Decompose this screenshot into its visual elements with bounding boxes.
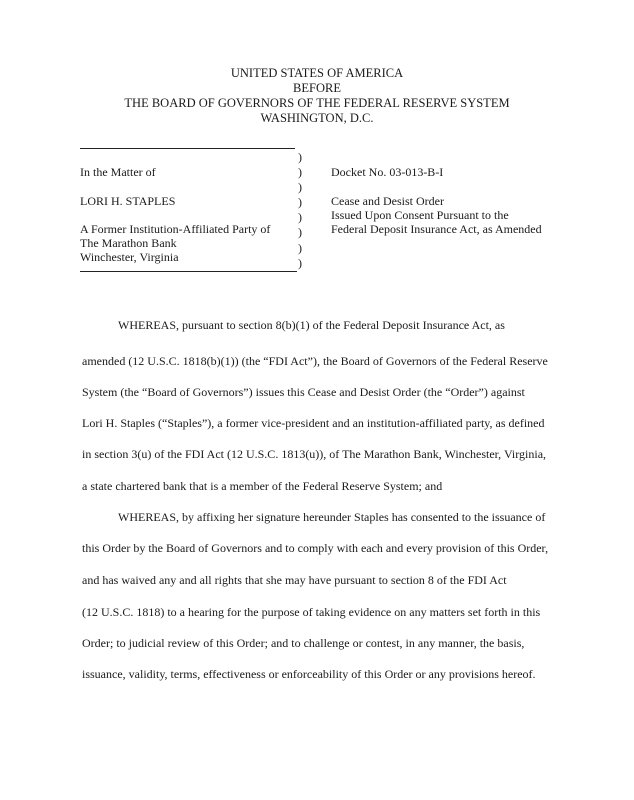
body-line: System (the “Board of Governors”) issues this Cease and Desist Order (the “Order”) against (82, 385, 525, 399)
caption-matter: In the Matter of (80, 165, 156, 179)
body-line: (12 U.S.C. 1818) to a hearing for the purpose of taking evidence on any matters set forth in this (82, 605, 541, 619)
caption-paren: ) (298, 240, 302, 255)
body-line: WHEREAS, by affixing her signature hereunder Staples has consented to the issuance of (118, 510, 546, 524)
header-location: WASHINGTON, D.C. (260, 111, 374, 125)
header-before: BEFORE (293, 81, 341, 95)
body-line: amended (12 U.S.C. 1818(b)(1)) (the “FDI Act”), the Board of Governors of the Federal Reserve (82, 354, 548, 368)
body-line: WHEREAS, pursuant to section 8(b)(1) of the Federal Deposit Insurance Act, as (118, 318, 505, 332)
order-title-1: Cease and Desist Order (331, 194, 444, 208)
caption-top-rule (80, 148, 295, 149)
body-line: issuance, validity, terms, effectiveness or enforceability of this Order or any provisions hereof. (82, 667, 536, 681)
caption-paren: ) (298, 150, 302, 164)
body-line: in section 3(u) of the FDI Act (12 U.S.C. 1813(u)), of The Marathon Bank, Winchester, Virginia, (82, 447, 547, 461)
caption-paren-column (298, 150, 302, 271)
caption-paren: ) (298, 180, 302, 195)
body-line: Order; to judicial review of this Order; and to challenge or contest, in any manner, the basis, (82, 636, 525, 650)
caption-bottom-rule (80, 271, 297, 272)
docket-number: Docket No. 03-013-B-I (331, 165, 444, 179)
body-line: this Order by the Board of Governors and to comply with each and every provision of this Order, (82, 541, 549, 555)
order-title-3: Federal Deposit Insurance Act, as Amended (331, 222, 542, 236)
body-line: and has waived any and all rights that she may have pursuant to section 8 of the FDI Act (82, 573, 507, 587)
caption-party-desc-3: Winchester, Virginia (80, 250, 179, 264)
header-board: THE BOARD OF GOVERNORS OF THE FEDERAL RESERVE SYSTEM (124, 96, 510, 110)
caption-paren: ) (298, 195, 302, 210)
caption-party-desc-2: The Marathon Bank (80, 236, 177, 250)
document-header (0, 66, 634, 126)
body-line: Lori H. Staples (“Staples”), a former vice-president and an institution-affiliated party, as defined (82, 416, 545, 430)
caption-party-desc-1: A Former Institution-Affiliated Party of (80, 222, 271, 236)
caption-paren: ) (298, 165, 302, 180)
body-line: a state chartered bank that is a member of the Federal Reserve System; and (82, 479, 443, 493)
caption-paren: ) (298, 210, 302, 225)
caption-paren: ) (298, 225, 302, 240)
order-title-2: Issued Upon Consent Pursuant to the (331, 208, 509, 222)
header-country: UNITED STATES OF AMERICA (230, 66, 404, 80)
caption-paren: ) (298, 255, 302, 270)
caption-party-name: LORI H. STAPLES (80, 194, 176, 208)
